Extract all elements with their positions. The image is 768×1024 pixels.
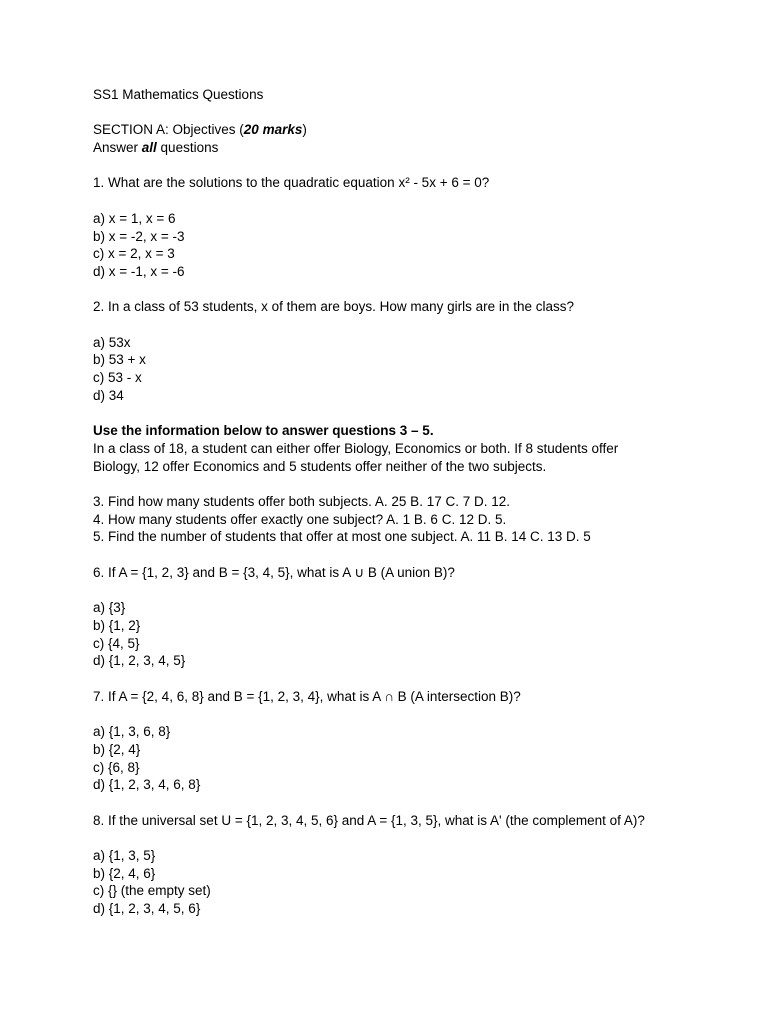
info-heading: Use the information below to answer questions 3 – 5.: [93, 423, 434, 439]
spacer: [93, 794, 663, 812]
instruction-emphasis: all: [141, 140, 157, 156]
question-8: 8. If the universal set U = {1, 2, 3, 4, 5, 6} and A = {1, 3, 5}, what is A' (the complement of A)?: [93, 812, 645, 828]
q2-option-c: c) 53 - x: [93, 370, 142, 386]
q6-option-b: b) {1, 2}: [93, 617, 141, 633]
spacer: [93, 582, 663, 600]
section-heading: [93, 121, 663, 139]
q8-option-b: b) {2, 4, 6}: [93, 865, 156, 881]
q7-option-a: a) {1, 3, 6, 8}: [93, 724, 171, 740]
section-instruction: [93, 139, 663, 157]
spacer: [93, 405, 663, 423]
q8-option-d: d) {1, 2, 3, 4, 5, 6}: [93, 901, 201, 917]
spacer: [93, 670, 663, 688]
question-3: 3. Find how many students offer both subjects. A. 25 B. 17 C. 7 D. 12.: [93, 494, 510, 510]
spacer: [93, 316, 663, 334]
q2-option-b: b) 53 + x: [93, 352, 146, 368]
spacer: [93, 281, 663, 299]
instruction-prefix: Answer: [93, 140, 142, 156]
q8-option-a: a) {1, 3, 5}: [93, 848, 156, 864]
q2-option-d: d) 34: [93, 387, 124, 403]
spacer: [93, 705, 663, 723]
q6-option-c: c) {4, 5}: [93, 635, 140, 651]
q2-option-a: a) 53x: [93, 334, 131, 350]
spacer: [93, 192, 663, 210]
question-1: 1. What are the solutions to the quadratic equation x² - 5x + 6 = 0?: [93, 175, 490, 191]
question-2: 2. In a class of 53 students, x of them are boys. How many girls are in the class?: [93, 299, 574, 315]
spacer: [93, 475, 663, 493]
q1-option-d: d) x = -1, x = -6: [93, 263, 185, 279]
document-page: [93, 86, 663, 918]
q1-option-a: a) x = 1, x = 6: [93, 210, 176, 226]
q7-option-c: c) {6, 8}: [93, 759, 140, 775]
section-prefix: SECTION A: Objectives (: [93, 122, 244, 138]
instruction-suffix: questions: [156, 140, 219, 156]
question-6: 6. If A = {1, 2, 3} and B = {3, 4, 5}, what is A ∪ B (A union B)?: [93, 564, 455, 580]
spacer: [93, 104, 663, 122]
spacer: [93, 546, 663, 564]
q8-option-c: c) {} (the empty set): [93, 883, 211, 899]
q7-option-d: d) {1, 2, 3, 4, 6, 8}: [93, 777, 201, 793]
q6-option-d: d) {1, 2, 3, 4, 5}: [93, 653, 186, 669]
question-7: 7. If A = {2, 4, 6, 8} and B = {1, 2, 3, 4}, what is A ∩ B (A intersection B)?: [93, 688, 521, 704]
spacer: [93, 157, 663, 175]
q7-option-b: b) {2, 4}: [93, 741, 141, 757]
section-marks: 20 marks: [243, 122, 303, 138]
q1-option-b: b) x = -2, x = -3: [93, 228, 185, 244]
document-title: SS1 Mathematics Questions: [93, 87, 264, 102]
section-suffix: ): [302, 122, 307, 138]
q1-option-c: c) x = 2, x = 3: [93, 246, 175, 262]
info-body: In a class of 18, a student can either offer Biology, Economics or both. If 8 students offer Biology, 12 offer Economics and 5 students offer neither of the two subjects.: [93, 440, 619, 474]
spacer: [93, 829, 663, 847]
q6-option-a: a) {3}: [93, 600, 126, 616]
question-5: 5. Find the number of students that offer at most one subject. A. 11 B. 14 C. 13 D. 5: [93, 529, 591, 545]
question-4: 4. How many students offer exactly one subject? A. 1 B. 6 C. 12 D. 5.: [93, 511, 507, 527]
